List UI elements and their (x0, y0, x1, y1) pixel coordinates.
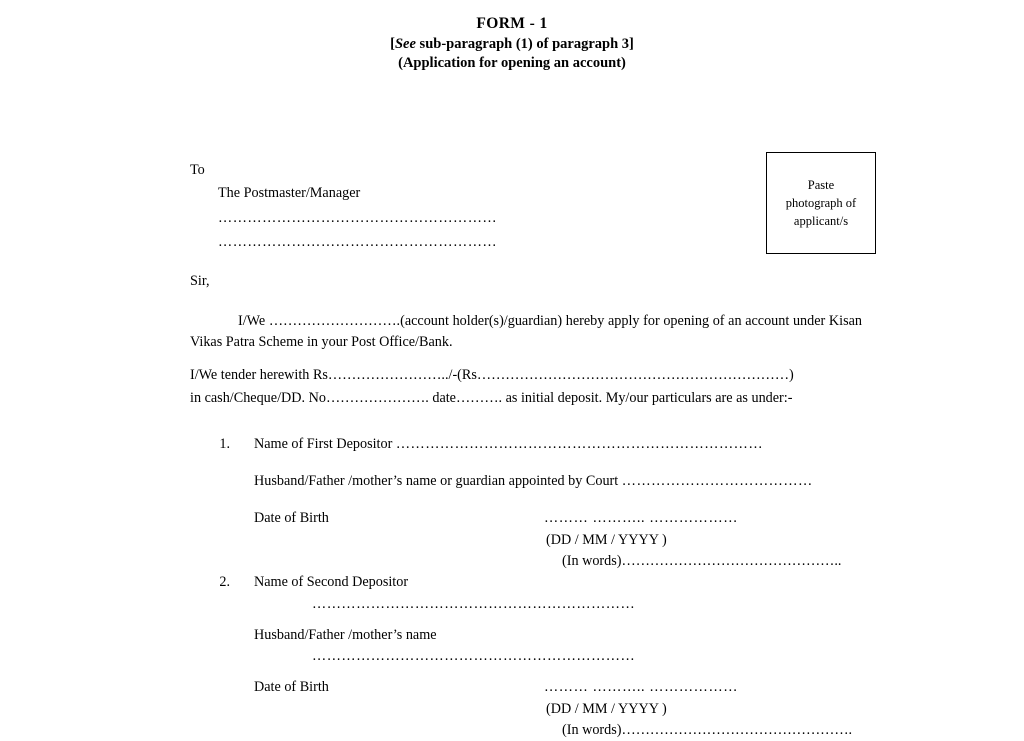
first-depositor-name-label: Name of First Depositor (254, 435, 393, 452)
salutation: Sir, (190, 273, 210, 290)
depositor-list (206, 434, 866, 741)
address-blank-line-2[interactable]: ………………………………………………… (218, 233, 498, 250)
list-item (206, 572, 866, 741)
item-number: 1. (219, 435, 230, 452)
second-depositor-dob-row (254, 677, 866, 741)
subtitle-see-italic: See (394, 35, 416, 52)
subtitle-bracket-open: [ (390, 35, 395, 52)
second-depositor-dob-field[interactable]: ……… ……….. ……………… (544, 679, 739, 696)
tender-deposit-line[interactable]: in cash/Cheque/DD. No…………………. date………. as initial deposit. My/our particulars are as under:- (190, 390, 793, 407)
form-title: FORM - 1 (476, 15, 548, 32)
photo-box-line-3: applicant/s (793, 214, 849, 229)
subtitle-rest: sub-paragraph (1) of paragraph 3] (415, 35, 634, 52)
spacer (254, 667, 866, 677)
first-depositor-guardian-field[interactable]: ………………………………… (621, 473, 813, 490)
first-depositor-dob-inwords-label: (In words) (562, 552, 622, 569)
spacer (254, 492, 866, 508)
photo-box-line-2: photograph of (785, 195, 857, 210)
tender-amount-line[interactable]: I/We tender herewith Rs……………………../-(Rs…………………………………………………………) (190, 367, 794, 384)
second-depositor-dob-label: Date of Birth (254, 679, 329, 696)
second-depositor-guardian-field[interactable]: ………………………………………………………… (312, 648, 636, 665)
addressee-label: The Postmaster/Manager (218, 185, 361, 202)
second-depositor-dob-inwords-row (562, 720, 852, 741)
spacer (254, 455, 866, 471)
second-depositor-dob-fields (544, 677, 852, 741)
second-depositor-dob-inwords-field[interactable]: …………………………………………. (621, 721, 853, 738)
second-depositor-guardian-row (254, 625, 866, 646)
list-item (206, 434, 866, 572)
item-number: 2. (219, 574, 230, 591)
first-depositor-dob-fields (544, 508, 841, 572)
address-blank-line-1[interactable]: ………………………………………………… (218, 209, 498, 226)
item-body (254, 434, 866, 572)
document-page (0, 14, 1024, 738)
first-depositor-dob-legend: (DD / MM / YYYY ) (546, 531, 667, 548)
second-depositor-name-field[interactable]: ………………………………………………………… (312, 595, 636, 612)
second-depositor-name-row (254, 572, 866, 593)
first-depositor-dob-inwords-field[interactable]: ……………………………………….. (621, 552, 842, 569)
spacer (254, 615, 866, 625)
first-depositor-name-field[interactable]: ………………………………………………………………… (395, 435, 764, 452)
second-depositor-dob-inwords-label: (In words) (562, 721, 622, 738)
second-depositor-dob-legend: (DD / MM / YYYY ) (546, 700, 667, 717)
photo-box-line-1: Paste (807, 177, 835, 192)
item-body (254, 572, 866, 741)
first-depositor-guardian-label: Husband/Father /mother’s name or guardian appointed by Court (254, 473, 619, 490)
second-depositor-name-label: Name of Second Depositor (254, 574, 409, 591)
first-depositor-name-row (254, 434, 866, 455)
first-depositor-dob-field[interactable]: ……… ……….. ……………… (544, 510, 739, 527)
first-depositor-dob-label: Date of Birth (254, 510, 329, 527)
form-subtitle (0, 35, 1024, 55)
document-header (0, 14, 1024, 74)
first-depositor-dob-row (254, 508, 866, 572)
paragraph-apply-text: I/We ……………………….(account holder(s)/guardian) hereby apply for opening of an account under Kisan Vikas Patra Scheme in your Post Office/Bank. (190, 312, 862, 350)
first-depositor-guardian-row (254, 471, 866, 492)
second-depositor-guardian-label: Husband/Father /mother’s name (254, 626, 437, 643)
paragraph-tender (190, 365, 862, 410)
paragraph-apply (190, 311, 862, 354)
form-purpose: (Application for opening an account) (398, 55, 626, 72)
to-label: To (190, 162, 205, 179)
first-depositor-dob-inwords-row (562, 551, 841, 572)
form-content (190, 160, 866, 741)
